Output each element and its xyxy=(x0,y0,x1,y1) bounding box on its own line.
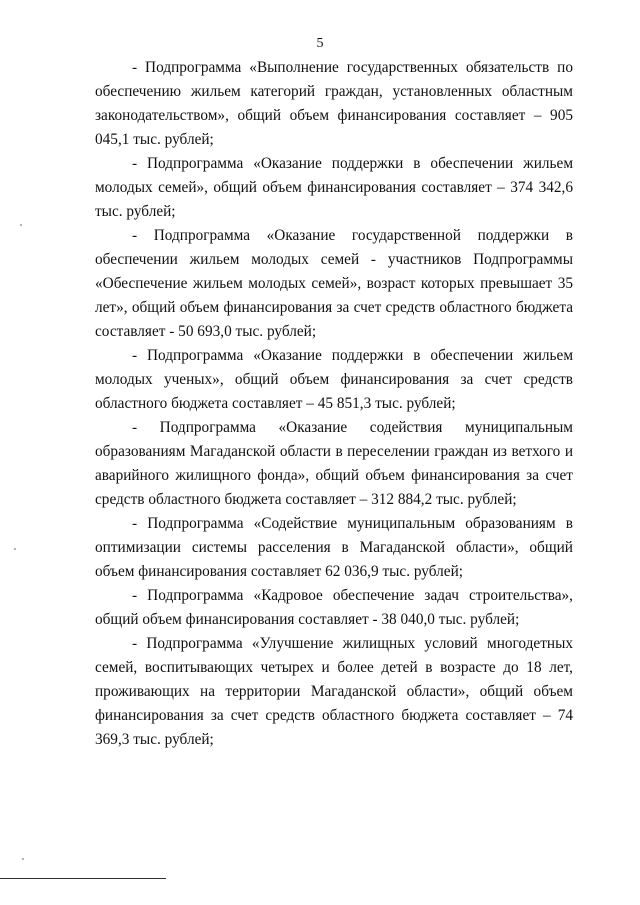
document-body xyxy=(95,56,573,752)
paragraph-subprogram-6: - Подпрограмма «Содействие муниципальным образованиям в оптимизации системы расселения в Магаданской области», общий объем финансирования составляет 62 036,9 тыс. рублей; xyxy=(95,515,573,580)
scan-speck xyxy=(20,224,22,226)
paragraph-subprogram-7: - Подпрограмма «Кадровое обеспечение задач строительства», общий объем финансирования составляет - 38 040,0 тыс. рублей; xyxy=(95,587,573,628)
paragraph-subprogram-2: - Подпрограмма «Оказание поддержки в обеспечении жильем молодых семей», общий объем финансирования составляет – 374 342,6 тыс. рублей; xyxy=(95,155,573,220)
paragraph-subprogram-5: - Подпрограмма «Оказание содействия муниципальным образованиям Магаданской области в переселении граждан из ветхого и аварийного жилищного фонда», общий объем финансирования за счет средств областного бюджета составляет – 312 884,2 тыс. рублей; xyxy=(95,419,573,508)
scan-speck xyxy=(22,858,24,860)
paragraph-subprogram-1: - Подпрограмма «Выполнение государственных обязательств по обеспечению жильем категорий граждан, установленных областным законодательством», общий объем финансирования составляет – 905 045,1 тыс. рублей; xyxy=(95,59,573,148)
page-number: 5 xyxy=(316,36,324,51)
paragraph-subprogram-8: - Подпрограмма «Улучшение жилищных условий многодетных семей, воспитывающих четырех и более детей в возрасте до 18 лет, проживающих на территории Магаданской области», общий объем финансирования за счет средств областного бюджета составляет – 74 369,3 тыс. рублей; xyxy=(95,635,573,748)
paragraph-subprogram-4: - Подпрограмма «Оказание поддержки в обеспечении жильем молодых ученых», общий объем финансирования за счет средств областного бюджета составляет – 45 851,3 тыс. рублей; xyxy=(95,347,573,412)
footer-rule xyxy=(0,878,166,879)
paragraph-subprogram-3: - Подпрограмма «Оказание государственной поддержки в обеспечении жильем молодых семей - участников Подпрограммы «Обеспечение жильем молодых семей», возраст которых превышает 35 лет», общий объем финансирования за счет средств областного бюджета составляет - 50 693,0 тыс. рублей; xyxy=(95,227,573,340)
scan-speck xyxy=(14,548,16,550)
